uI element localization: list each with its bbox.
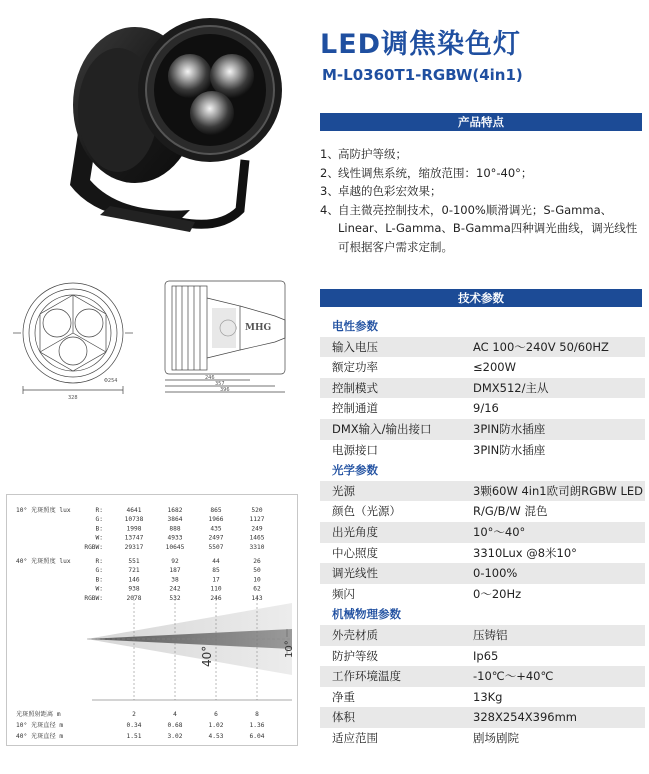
lux-channel-label: W: <box>95 534 103 542</box>
spec-row: 工作环境温度 -10℃～+40℃ <box>320 666 645 687</box>
spec-row: 外壳材质 压铸铝 <box>320 625 645 646</box>
dia40-value: 6.04 <box>249 733 265 740</box>
lux-value: 1682 <box>167 507 183 514</box>
lux-value: 249 <box>251 525 263 533</box>
lux-value: 5507 <box>208 543 224 551</box>
lux-value: 435 <box>210 525 222 533</box>
distance-label: 光斑照射距离 m <box>16 711 61 718</box>
distance-value: 6 <box>214 711 218 718</box>
photometric-panel <box>6 494 298 746</box>
lux-value: 721 <box>128 567 140 575</box>
lux-channel-label: W: <box>95 585 103 593</box>
dia10-label: 10° 光斑直径 m <box>16 722 64 729</box>
beam-diagram <box>87 595 295 700</box>
lux-channel-label: RGBW: <box>84 594 103 602</box>
spec-section-title: 光学参数 <box>332 463 378 478</box>
lux-value: 1966 <box>208 516 224 524</box>
distance-value: 8 <box>255 711 259 718</box>
spec-row: 控制模式 DMX512/主从 <box>320 378 645 399</box>
lux-value: 4933 <box>167 534 183 542</box>
dia10-value: 1.36 <box>249 722 265 729</box>
model-number: M-L0360T1-RGBW(4in1) <box>322 66 523 84</box>
side-dim-2: 357 <box>215 381 225 387</box>
lux-value: 146 <box>128 576 140 584</box>
lux-value: 50 <box>253 567 261 575</box>
lux-value: 888 <box>169 525 181 533</box>
spec-row: 频闪 0～20Hz <box>332 586 522 601</box>
spec-row: 颜色（光源） R/G/B/W 混色 <box>332 504 548 519</box>
feature-item: 2、 线性调焦系统，缩放范围：10°-40°； <box>320 165 533 180</box>
lux-channel-label: R: <box>95 558 103 565</box>
spec-row: DMX输入/输出接口 3PIN防水插座 <box>320 419 645 440</box>
feature-item: 3、 卓越的色彩宏效果； <box>320 184 442 198</box>
side-dim-1: 246 <box>205 375 215 381</box>
lux-value: 865 <box>210 507 222 514</box>
dia40-label: 40° 光斑直径 m <box>16 733 64 740</box>
lux-value: 17 <box>212 576 220 584</box>
dia10-value: 0.68 <box>167 722 183 729</box>
feature-item: 4、 自主微亮控制技术，0-100%顺滑调光；S-Gamma、Linear、L-Gamma、B-Gamma四种调光曲线，调光线性可根据客户需求定制。 <box>320 202 638 254</box>
beam-10-label: 10° <box>284 640 295 658</box>
lux-value: 187 <box>169 567 181 575</box>
lux-value: 1998 <box>126 525 142 533</box>
lux-channel-label: G: <box>95 567 103 575</box>
lux-value: 242 <box>169 585 181 593</box>
front-view-drawing <box>8 278 138 403</box>
lux-value: 938 <box>128 585 140 593</box>
group40-label: 40° 光斑照度 lux <box>16 558 71 565</box>
side-logo-label: MHG <box>245 323 272 333</box>
spec-table <box>320 316 645 748</box>
front-width-dim: 328 <box>68 395 78 401</box>
spec-section-title: 电性参数 <box>332 319 378 333</box>
dia10-value: 1.02 <box>208 722 224 729</box>
lux-value: 85 <box>212 567 220 575</box>
side-dim-3: 396 <box>220 387 230 393</box>
spec-row: 中心照度 3310Lux @8米10° <box>332 545 577 560</box>
product-title: LED调焦染色灯 <box>320 29 522 60</box>
lux-value: 3864 <box>167 516 183 524</box>
spec-row: 体积 328X254X396mm <box>320 707 645 728</box>
spec-row: 光源 3颗60W 4in1欧司朗RGBW LED <box>320 481 645 502</box>
spec-row: 防护等级 Ip65 <box>332 648 499 663</box>
side-view-drawing <box>160 278 305 403</box>
group10-label: 10° 光斑照度 lux <box>16 507 71 514</box>
lux-value: 13747 <box>124 534 144 542</box>
product-photo <box>40 10 290 250</box>
lux-value: 3310 <box>249 543 265 551</box>
distance-value: 4 <box>173 711 177 718</box>
lux-value: 2497 <box>208 534 224 542</box>
features-header: 产品特点 <box>320 113 642 131</box>
lux-value: 1465 <box>249 534 265 542</box>
lux-value: 520 <box>251 507 263 514</box>
spec-row: 电源接口 3PIN防水插座 <box>332 442 546 457</box>
lux-value: 1127 <box>249 516 265 524</box>
spec-row: 控制通道 9/16 <box>332 401 499 416</box>
lux-value: 246 <box>210 594 222 602</box>
feature-list <box>320 145 644 256</box>
lux-value: 10645 <box>165 543 185 551</box>
lux-value: 532 <box>169 594 181 602</box>
lux-channel-label: RGBW: <box>84 543 103 551</box>
lux-channel-label: B: <box>95 576 103 584</box>
spec-row: 输入电压 AC 100～240V 50/60HZ <box>320 337 645 358</box>
lux-value: 26 <box>253 558 261 565</box>
dia40-value: 4.53 <box>208 733 224 740</box>
lux-value: 551 <box>128 558 140 565</box>
dia10-value: 0.34 <box>126 722 142 729</box>
dia40-value: 1.51 <box>126 733 142 740</box>
lux-channel-label: G: <box>95 516 103 524</box>
lux-value: 10738 <box>124 516 144 524</box>
lux-value: 2078 <box>126 594 142 602</box>
spec-row: 额定功率 ≤200W <box>332 360 516 375</box>
spec-header: 技术参数 <box>320 289 642 307</box>
lux-value: 62 <box>253 585 261 593</box>
distance-value: 2 <box>132 711 136 718</box>
feature-item: 1、 高防护等级； <box>320 147 407 161</box>
lux-channel-label: B: <box>95 525 103 533</box>
spec-row: 出光角度 10°～40° <box>320 522 645 543</box>
lux-value: 44 <box>212 558 220 565</box>
lux-value: 92 <box>171 558 179 565</box>
lux-value: 38 <box>171 576 179 584</box>
front-hole-dim: Φ254 <box>104 378 118 384</box>
beam-40-label: 40° <box>200 645 214 667</box>
lux-value: 4641 <box>126 507 142 514</box>
dia40-value: 3.02 <box>167 733 183 740</box>
lux-value: 143 <box>251 594 263 602</box>
lux-value: 29317 <box>124 543 144 551</box>
spec-section-title: 机械物理参数 <box>332 607 401 622</box>
spec-row: 调光线性 0-100% <box>320 563 645 584</box>
spec-row: 适应范围 剧场剧院 <box>332 730 519 745</box>
lux-value: 110 <box>210 585 222 593</box>
spec-row: 净重 13Kg <box>332 689 503 704</box>
lux-value: 10 <box>253 576 261 584</box>
lux-channel-label: R: <box>95 507 103 514</box>
